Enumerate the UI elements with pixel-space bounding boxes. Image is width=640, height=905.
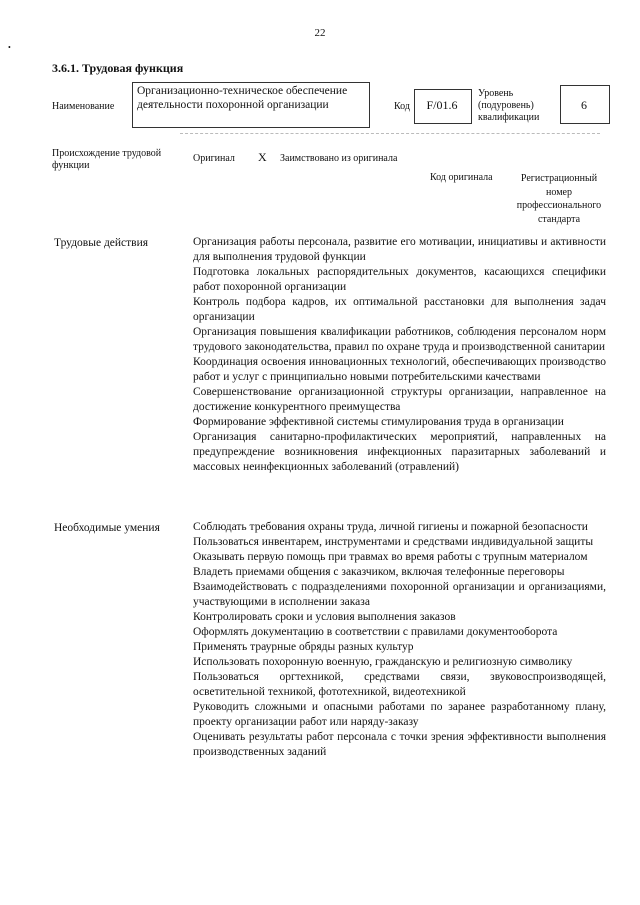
- borrowed-label: Заимствовано из оригинала: [280, 153, 398, 164]
- list-item: Применять траурные обряды разных культур: [193, 641, 414, 653]
- skills-list: [193, 520, 606, 760]
- list-item: Оценивать результаты работ персонала с точки зрения эффективности выполнения производственных заданий: [193, 731, 606, 758]
- name-label: Наименование: [52, 101, 115, 112]
- list-item: Взаимодействовать с подразделениями похоронной организации и организациями, участвующими в исполнении заказа: [193, 581, 606, 608]
- code-original-label: Код оригинала: [430, 172, 493, 183]
- kod-label: Код: [394, 101, 410, 112]
- page-number: 22: [314, 27, 326, 39]
- list-item: Организация повышения квалификации работников, соблюдения персоналом норм трудового законодательства, правил по охране труда и производственной санитарии: [193, 326, 606, 353]
- labor-actions-list: [193, 235, 606, 475]
- list-item: Контролировать сроки и условия выполнения заказов: [193, 611, 456, 623]
- list-item: Оформлять документацию в соответствии с правилами документооборота: [193, 626, 558, 638]
- list-item: Оказывать первую помощь при травмах во время работы с трупным материалом: [193, 551, 588, 563]
- skills-label: Необходимые умения: [54, 522, 160, 534]
- list-item: Пользоваться инвентарем, инструментами и средствами индивидуальной защиты: [193, 536, 594, 548]
- original-mark: X: [258, 150, 267, 164]
- list-item: Владеть приемами общения с заказчиком, включая телефонные переговоры: [193, 566, 565, 578]
- level-label: Уровень (подуровень) квалификации: [478, 88, 540, 123]
- list-item: Использовать похоронную военную, гражданскую и религиозную символику: [193, 656, 573, 668]
- list-item: Подготовка локальных распорядительных документов, касающихся специфики работ похоронной организации: [193, 266, 606, 293]
- list-item: Координация освоения инновационных технологий, обеспечивающих производство работ и услуг с принципиально новыми потребительскими качествами: [193, 356, 606, 383]
- list-item: Контроль подбора кадров, их оптимальной расстановки для выполнения задач организации: [193, 296, 606, 323]
- reg-number-label: Регистрационный номер профессионального стандарта: [516, 173, 602, 225]
- labor-actions-label: Трудовые действия: [54, 237, 149, 249]
- kod-value: F/01.6: [426, 98, 458, 112]
- original-label: Оригинал: [193, 153, 235, 164]
- list-item: Совершенствование организационной структуры организации, направленное на достижение конкурентного преимущества: [193, 386, 606, 413]
- name-value: Организационно-техническое обеспечение деятельности похоронной организации: [137, 85, 348, 111]
- list-item: Соблюдать требования охраны труда, личной гигиены и пожарной безопасности: [193, 521, 588, 533]
- corner-mark: •: [8, 43, 11, 52]
- divider: [180, 133, 600, 134]
- list-item: Организация работы персонала, развитие его мотивации, инициативы и активности для выполнения трудовой функции: [193, 236, 606, 263]
- list-item: Формирование эффективной системы стимулирования труда в организации: [193, 416, 564, 428]
- origin-label: Происхождение трудовой функции: [52, 148, 162, 171]
- level-value: 6: [581, 98, 587, 112]
- section-title: 3.6.1. Трудовая функция: [52, 61, 184, 75]
- list-item: Руководить сложными и опасными работами по заранее разработанному плану, проекту организации работ или наряду-заказу: [193, 701, 606, 728]
- list-item: Организация санитарно-профилактических мероприятий, направленных на предупреждение возникновения инфекционных паразитарных заболеваний и массовых неинфекционных заболеваний (отравлений): [193, 431, 606, 473]
- list-item: Пользоваться оргтехникой, средствами связи, звуковоспроизводящей, осветительной техникой, фототехникой, видеотехникой: [193, 671, 606, 698]
